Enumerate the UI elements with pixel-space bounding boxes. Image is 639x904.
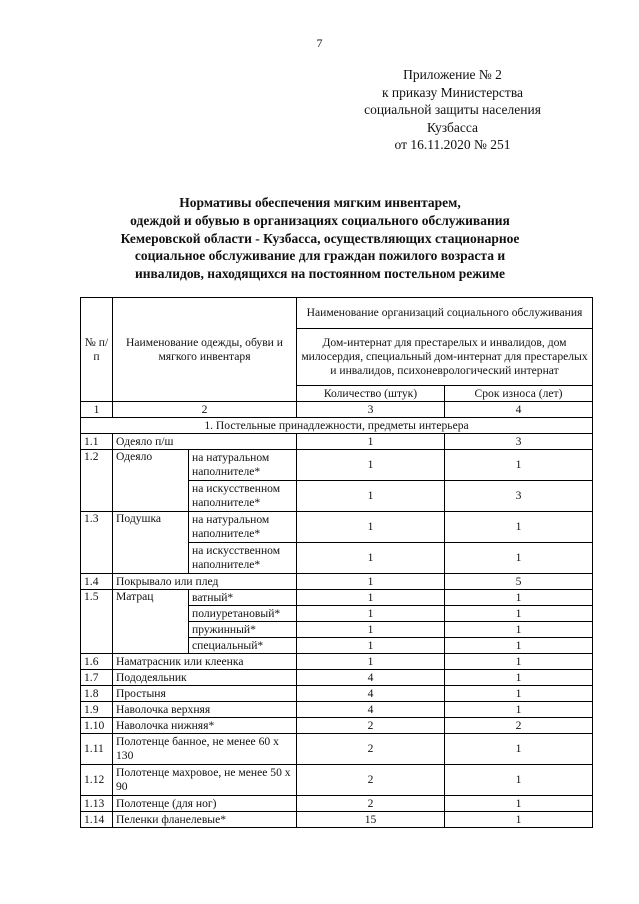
row-number: 1.6 bbox=[81, 654, 113, 670]
appendix-block bbox=[330, 66, 575, 154]
title-line: социальное обслуживание для граждан пожилого возраста и bbox=[134, 248, 506, 264]
table-row bbox=[81, 670, 593, 686]
header-num: № п/п bbox=[81, 298, 113, 402]
table-row bbox=[81, 654, 593, 670]
table-row bbox=[81, 765, 593, 796]
row-number: 1.11 bbox=[81, 734, 113, 765]
norms-table-body bbox=[81, 298, 593, 828]
item-variant: полиуретановый* bbox=[189, 606, 297, 622]
appendix-line: Приложение № 2 bbox=[403, 67, 502, 82]
item-variant: на натуральном наполнителе* bbox=[189, 512, 297, 543]
item-name: Подушка bbox=[113, 512, 189, 574]
item-name: Полотенце (для ног) bbox=[113, 796, 297, 812]
table-row bbox=[81, 686, 593, 702]
quantity-cell: 1 bbox=[297, 590, 445, 606]
item-name: Матрац bbox=[113, 590, 189, 654]
header-org-types: Дом-интернат для престарелых и инвалидов, дом милосердия, специальный дом-интернат для престарелых и инвалидов, психоневрологический интернат bbox=[297, 329, 593, 386]
wear-period-cell: 1 bbox=[445, 765, 593, 796]
wear-period-cell: 1 bbox=[445, 654, 593, 670]
table-row bbox=[81, 812, 593, 828]
table-row bbox=[81, 574, 593, 590]
section-row bbox=[81, 418, 593, 434]
row-number: 1.14 bbox=[81, 812, 113, 828]
wear-period-cell: 2 bbox=[445, 718, 593, 734]
quantity-cell: 2 bbox=[297, 796, 445, 812]
header-org-group: Наименование организаций социального обслуживания bbox=[297, 298, 593, 329]
table-row bbox=[81, 450, 593, 481]
quantity-cell: 1 bbox=[297, 512, 445, 543]
quantity-cell: 1 bbox=[297, 543, 445, 574]
wear-period-cell: 5 bbox=[445, 574, 593, 590]
quantity-cell: 1 bbox=[297, 481, 445, 512]
wear-period-cell: 1 bbox=[445, 638, 593, 654]
quantity-cell: 2 bbox=[297, 734, 445, 765]
title-line: инвалидов, находящихся на постоянном постельном режиме bbox=[134, 266, 506, 282]
quantity-cell: 1 bbox=[297, 574, 445, 590]
wear-period-cell: 3 bbox=[445, 434, 593, 450]
wear-period-cell: 1 bbox=[445, 670, 593, 686]
item-name: Простыня bbox=[113, 686, 297, 702]
table-row bbox=[81, 796, 593, 812]
table-row bbox=[81, 734, 593, 765]
item-variant: пружинный* bbox=[189, 622, 297, 638]
appendix-line: к приказу Министерства bbox=[381, 84, 524, 100]
quantity-cell: 1 bbox=[297, 606, 445, 622]
item-variant: на натуральном наполнителе* bbox=[189, 450, 297, 481]
table-row bbox=[81, 702, 593, 718]
wear-period-cell: 1 bbox=[445, 512, 593, 543]
item-variant: ватный* bbox=[189, 590, 297, 606]
quantity-cell: 2 bbox=[297, 765, 445, 796]
wear-period-cell: 1 bbox=[445, 702, 593, 718]
header-row bbox=[81, 298, 593, 329]
quantity-cell: 4 bbox=[297, 670, 445, 686]
item-variant: на искусственном наполнителе* bbox=[189, 481, 297, 512]
wear-period-cell: 1 bbox=[445, 734, 593, 765]
item-name: Полотенце банное, не менее 60 х 130 bbox=[113, 734, 297, 765]
item-variant: на искусственном наполнителе* bbox=[189, 543, 297, 574]
row-number: 1.2 bbox=[81, 450, 113, 512]
quantity-cell: 4 bbox=[297, 686, 445, 702]
row-number: 1.1 bbox=[81, 434, 113, 450]
table-row bbox=[81, 512, 593, 543]
row-number: 1.8 bbox=[81, 686, 113, 702]
quantity-cell: 2 bbox=[297, 718, 445, 734]
column-number: 3 bbox=[297, 402, 445, 418]
column-number: 4 bbox=[445, 402, 593, 418]
header-wear-period: Срок износа (лет) bbox=[445, 386, 593, 402]
wear-period-cell: 1 bbox=[445, 450, 593, 481]
row-number: 1.5 bbox=[81, 590, 113, 654]
wear-period-cell: 1 bbox=[445, 543, 593, 574]
quantity-cell: 1 bbox=[297, 450, 445, 481]
item-name: Покрывало или плед bbox=[113, 574, 297, 590]
row-number: 1.7 bbox=[81, 670, 113, 686]
table-row bbox=[81, 590, 593, 606]
item-name: Одеяло bbox=[113, 450, 189, 512]
title-line: Нормативы обеспечения мягким инвентарем, bbox=[179, 195, 461, 210]
page-number: 7 bbox=[316, 36, 323, 50]
row-number: 1.13 bbox=[81, 796, 113, 812]
wear-period-cell: 1 bbox=[445, 590, 593, 606]
quantity-cell: 1 bbox=[297, 654, 445, 670]
quantity-cell: 1 bbox=[297, 622, 445, 638]
wear-period-cell: 1 bbox=[445, 622, 593, 638]
appendix-line: от 16.11.2020 № 251 bbox=[394, 137, 511, 152]
item-name: Наматрасник или клеенка bbox=[113, 654, 297, 670]
document-title bbox=[80, 194, 560, 283]
column-number: 2 bbox=[113, 402, 297, 418]
row-number: 1.4 bbox=[81, 574, 113, 590]
row-number: 1.12 bbox=[81, 765, 113, 796]
quantity-cell: 4 bbox=[297, 702, 445, 718]
table-row bbox=[81, 434, 593, 450]
title-line: одеждой и обувью в организациях социального обслуживания bbox=[130, 212, 510, 228]
title-line: Кемеровской области - Кузбасса, осуществляющих стационарное bbox=[120, 230, 520, 246]
wear-period-cell: 1 bbox=[445, 796, 593, 812]
quantity-cell: 1 bbox=[297, 638, 445, 654]
header-item-name: Наименование одежды, обуви и мягкого инвентаря bbox=[113, 298, 297, 402]
item-name: Наволочка нижняя* bbox=[113, 718, 297, 734]
header-quantity: Количество (штук) bbox=[297, 386, 445, 402]
wear-period-cell: 1 bbox=[445, 606, 593, 622]
wear-period-cell: 1 bbox=[445, 686, 593, 702]
item-variant: специальный* bbox=[189, 638, 297, 654]
row-number: 1.3 bbox=[81, 512, 113, 574]
item-name: Полотенце махровое, не менее 50 х 90 bbox=[113, 765, 297, 796]
item-name: Одеяло п/ш bbox=[113, 434, 297, 450]
wear-period-cell: 3 bbox=[445, 481, 593, 512]
quantity-cell: 1 bbox=[297, 434, 445, 450]
appendix-line: социальной защиты населения bbox=[364, 102, 541, 117]
quantity-cell: 15 bbox=[297, 812, 445, 828]
item-name: Пеленки фланелевые* bbox=[113, 812, 297, 828]
column-number: 1 bbox=[81, 402, 113, 418]
item-name: Пододеяльник bbox=[113, 670, 297, 686]
norms-table bbox=[80, 297, 593, 828]
column-number-row bbox=[81, 402, 593, 418]
appendix-line: Кузбасса bbox=[426, 119, 479, 135]
row-number: 1.10 bbox=[81, 718, 113, 734]
wear-period-cell: 1 bbox=[445, 812, 593, 828]
table-row bbox=[81, 718, 593, 734]
item-name: Наволочка верхняя bbox=[113, 702, 297, 718]
row-number: 1.9 bbox=[81, 702, 113, 718]
section-title: 1. Постельные принадлежности, предметы интерьера bbox=[81, 418, 593, 434]
